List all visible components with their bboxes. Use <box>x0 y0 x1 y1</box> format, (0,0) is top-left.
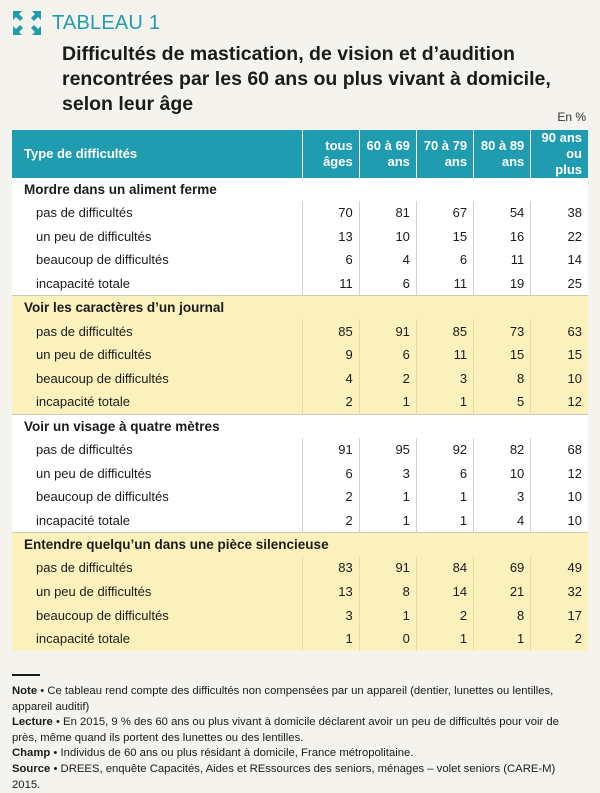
cell-value: 6 <box>302 461 359 485</box>
row-label: un peu de difficultés <box>36 584 152 600</box>
table-row <box>12 603 588 627</box>
cell-value: 83 <box>302 556 359 580</box>
cell-value: 2 <box>302 509 359 533</box>
table-row <box>12 627 588 651</box>
cell-value: 11 <box>302 272 359 296</box>
cell-value: 2 <box>531 627 588 651</box>
cell-value: 8 <box>474 603 531 627</box>
expand-icon[interactable] <box>12 10 42 36</box>
cell-value: 6 <box>359 343 416 367</box>
cell-value: 2 <box>416 603 473 627</box>
cell-value: 4 <box>474 509 531 533</box>
cell-value: 1 <box>416 509 473 533</box>
cell-value: 1 <box>416 485 473 509</box>
section-title: Entendre quelqu’un dans une pièce silencieuse <box>24 537 329 553</box>
table-label: TABLEAU 1 <box>52 11 161 34</box>
section-header-row <box>12 178 588 201</box>
cell-value: 6 <box>416 248 473 272</box>
source-line <box>12 762 582 793</box>
cell-value: 1 <box>302 627 359 651</box>
cell-value: 1 <box>474 627 531 651</box>
table-row <box>12 367 588 391</box>
row-label: un peu de difficultés <box>36 465 152 481</box>
cell-value: 54 <box>474 201 531 225</box>
row-label: pas de difficultés <box>36 323 133 339</box>
table-row <box>12 248 588 272</box>
champ-label: Champ <box>12 747 51 760</box>
cell-value: 85 <box>416 319 473 343</box>
cell-value: 69 <box>474 556 531 580</box>
table-row <box>12 225 588 249</box>
cell-value: 82 <box>474 438 531 462</box>
cell-value: 9 <box>302 343 359 367</box>
col-header-80-89: 80 à 89 ans <box>474 130 531 178</box>
section-title: Voir un visage à quatre mètres <box>24 418 220 434</box>
table-label-row <box>12 10 592 36</box>
cell-value: 11 <box>416 343 473 367</box>
row-label: incapacité totale <box>36 394 130 410</box>
source-text: • DREES, enquête Capacités, Aides et REssources des seniors, ménages – volet seniors (CARE-M) 2015. <box>12 762 556 791</box>
row-label: incapacité totale <box>36 276 130 292</box>
section-title: Mordre dans un aliment ferme <box>24 182 217 197</box>
table-row <box>12 580 588 604</box>
cell-value: 91 <box>359 556 416 580</box>
cell-value: 10 <box>531 509 588 533</box>
table-row <box>12 509 588 533</box>
cell-value: 73 <box>474 319 531 343</box>
cell-value: 32 <box>531 580 588 604</box>
row-label: pas de difficultés <box>36 560 133 576</box>
notes-rule <box>12 674 40 676</box>
row-label: pas de difficultés <box>36 205 133 221</box>
cell-value: 1 <box>359 485 416 509</box>
cell-value: 13 <box>302 580 359 604</box>
cell-value: 3 <box>474 485 531 509</box>
cell-value: 2 <box>359 367 416 391</box>
row-label: incapacité totale <box>36 631 130 647</box>
cell-value: 67 <box>416 201 473 225</box>
cell-value: 6 <box>302 248 359 272</box>
cell-value: 12 <box>531 461 588 485</box>
cell-value: 11 <box>416 272 473 296</box>
cell-value: 92 <box>416 438 473 462</box>
cell-value: 1 <box>359 390 416 414</box>
row-label: beaucoup de difficultés <box>36 607 169 623</box>
cell-value: 70 <box>302 201 359 225</box>
cell-value: 25 <box>531 272 588 296</box>
note-text: • Ce tableau rend compte des difficultés non compensées par un appareil (dentier, lunettes ou lentilles, appareil auditif) <box>12 685 554 713</box>
cell-value: 95 <box>359 438 416 462</box>
cell-value: 12 <box>531 390 588 414</box>
cell-value: 19 <box>474 272 531 296</box>
row-label: beaucoup de difficultés <box>36 252 169 268</box>
cell-value: 5 <box>474 390 531 414</box>
col-header-70-79: 70 à 79 ans <box>416 130 473 178</box>
cell-value: 10 <box>531 367 588 391</box>
table-row <box>12 461 588 485</box>
cell-value: 21 <box>474 580 531 604</box>
note-label: Note <box>12 685 38 697</box>
section-header-row <box>12 296 588 320</box>
cell-value: 15 <box>416 225 473 249</box>
cell-value: 1 <box>359 603 416 627</box>
cell-value: 14 <box>416 580 473 604</box>
row-label: un peu de difficultés <box>36 347 152 363</box>
table-row <box>12 438 588 462</box>
cell-value: 13 <box>302 225 359 249</box>
cell-value: 63 <box>531 319 588 343</box>
table-section <box>12 414 588 532</box>
table-row <box>12 343 588 367</box>
cell-value: 8 <box>474 367 531 391</box>
cell-value: 4 <box>302 367 359 391</box>
cell-value: 11 <box>474 248 531 272</box>
table-section <box>12 178 588 296</box>
table-header <box>12 10 592 117</box>
col-header-90-plus: 90 ans ou plus <box>531 130 588 178</box>
cell-value: 15 <box>474 343 531 367</box>
cell-value: 2 <box>302 485 359 509</box>
cell-value: 3 <box>359 461 416 485</box>
col-header-60-69: 60 à 69 ans <box>359 130 416 178</box>
table-row <box>12 485 588 509</box>
table-row <box>12 272 588 296</box>
cell-value: 38 <box>531 201 588 225</box>
table-row <box>12 390 588 414</box>
cell-value: 4 <box>359 248 416 272</box>
section-title: Voir les caractères d’un journal <box>24 300 225 316</box>
section-header-row <box>12 533 588 557</box>
cell-value: 68 <box>531 438 588 462</box>
table-section <box>12 533 588 651</box>
cell-value: 10 <box>359 225 416 249</box>
cell-value: 91 <box>302 438 359 462</box>
unit-label: En % <box>557 110 586 124</box>
cell-value: 3 <box>416 367 473 391</box>
lecture-line <box>12 715 582 746</box>
cell-value: 3 <box>302 603 359 627</box>
table-row <box>12 556 588 580</box>
row-label: incapacité totale <box>36 512 130 528</box>
row-label: un peu de difficultés <box>36 228 152 244</box>
table-row <box>12 319 588 343</box>
cell-value: 1 <box>359 509 416 533</box>
cell-value: 91 <box>359 319 416 343</box>
header-row <box>12 130 588 178</box>
cell-value: 1 <box>416 390 473 414</box>
cell-value: 0 <box>359 627 416 651</box>
cell-value: 15 <box>531 343 588 367</box>
table-row <box>12 201 588 225</box>
col-header-all-ages: tous âges <box>302 130 359 178</box>
section-header-row <box>12 414 588 438</box>
cell-value: 6 <box>416 461 473 485</box>
cell-value: 16 <box>474 225 531 249</box>
cell-value: 14 <box>531 248 588 272</box>
cell-value: 10 <box>474 461 531 485</box>
row-label: beaucoup de difficultés <box>36 489 169 505</box>
table-title: Difficultés de mastication, de vision et d’audition rencontrées par les 60 ans ou plus vivant à domicile, selon leur âge <box>62 43 551 115</box>
cell-value: 84 <box>416 556 473 580</box>
champ-text: • Individus de 60 ans ou plus résidant à domicile, France métropolitaine. <box>50 747 414 760</box>
row-label: beaucoup de difficultés <box>36 370 169 386</box>
row-label: pas de difficultés <box>36 442 133 458</box>
cell-value: 1 <box>416 627 473 651</box>
note-line <box>12 684 582 715</box>
champ-line <box>12 746 582 762</box>
cell-value: 2 <box>302 390 359 414</box>
footnotes <box>12 674 582 793</box>
cell-value: 10 <box>531 485 588 509</box>
table-section <box>12 296 588 414</box>
source-label: Source <box>12 762 51 775</box>
cell-value: 8 <box>359 580 416 604</box>
cell-value: 22 <box>531 225 588 249</box>
cell-value: 49 <box>531 556 588 580</box>
col-header-type: Type de difficultés <box>12 130 302 178</box>
cell-value: 85 <box>302 319 359 343</box>
data-table <box>12 130 588 651</box>
cell-value: 17 <box>531 603 588 627</box>
cell-value: 6 <box>359 272 416 296</box>
cell-value: 81 <box>359 201 416 225</box>
lecture-label: Lecture <box>12 716 53 729</box>
lecture-text: • En 2015, 9 % des 60 ans ou plus vivant à domicile déclarent avoir un peu de difficultés pour voir de près, même quand ils portent des lunettes ou des lentilles. <box>12 716 559 744</box>
